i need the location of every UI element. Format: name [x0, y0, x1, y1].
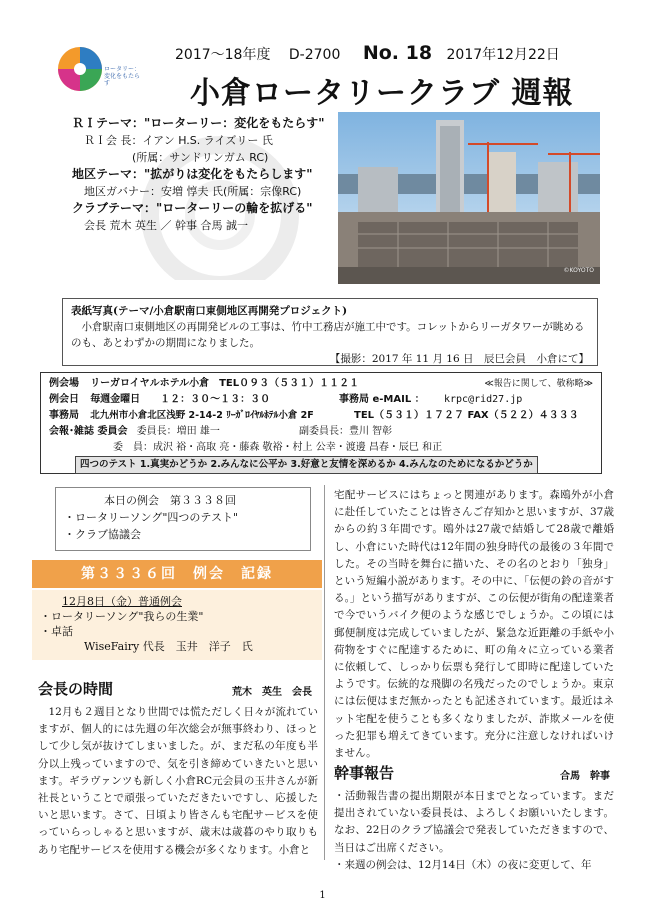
club-info	[40, 372, 602, 474]
cover-credit: 【撮影：2017 年 11 月 16 日 辰巳会員 小倉にて】	[329, 353, 589, 365]
meeting-song: ・ロータリーソング"我らの生業"	[40, 610, 204, 623]
president-time-author: 荒木 英生 会長	[232, 687, 312, 698]
todays-meeting	[55, 487, 311, 551]
secretary-report-header	[334, 762, 614, 783]
photo-credit: ©KOYOTO	[563, 267, 594, 274]
president-time-text: 12月も２週目となり世間では慌ただしく日々が流れていますが、個人的には先週の年次総会が無事終わり、ほっとして少し気が抜けてしまいました。が、まだ私の年度も半分以上残っていますので、気を引き締めていきたいと思います。ギラヴァンツも新しく小倉RC元会員の玉井さんが新社長ということで頑張っていただきたいですし、応援したいと思います。さて、日頃より皆さんも宅配サービスを使っていらっしゃると思いますが、歳末は歳暮のやり取りもあり宅配サービスを使用する機会が多くなります。小倉と	[38, 706, 318, 856]
meeting-record-banner: 第３３３６回 例会 記録	[32, 560, 322, 588]
office-label: 事務局	[49, 410, 79, 421]
committee-chair: 委員長：増田 雄一	[136, 426, 220, 437]
secretary-report-body	[334, 788, 614, 874]
issue-number: No. 18	[362, 42, 433, 64]
venue: リーガロイヤルホテル小倉 TEL０９３（５３１）１１２１	[90, 378, 360, 389]
meeting-record	[32, 590, 322, 660]
president-time-heading: 会長の時間	[38, 680, 114, 698]
cover-heading: 表紙写真(テーマ/小倉駅南口東側地区再開発プロジェクト)	[71, 305, 348, 317]
page-title: 小倉ロータリークラブ 週報	[190, 76, 574, 111]
right-column-text: 宅配サービスにはちょっと関連があります。森鴎外が小倉に赴任していたことは皆さんご存知かと思いますが、37歳からの約３年間です。鴎外は27歳で結婚して28歳で離婚し、小倉にいた時代は12年間の独身時代の最後の３年間でした。その当時を舞台に描いた、その名のとおり「独身」という短編小説があります。その中に、「伝便の鈴の音がする。」という描写がありますが、この伝便が街角の配達業者で今でいうバイク便のような感じでしょうか。この頃には郵便制度は完成していましたが、緊急な近距離の手紙や小荷物をすぐに配達するために、町の角々に立っている業者に依頼して、しっかり伝票も発行して即時に配達していたようです。伝統的な飛脚の名残だったのでしょうか。東京には伝便はまだ無かったとも記述されています。最近はネット宅配を使うことも多くなりましたが、詐欺メールを使った犯罪も増えてきています。充分に注意しなければいけません。	[334, 489, 614, 760]
todays-meeting-title: 本日の例会 第３３３８回	[104, 494, 236, 507]
issue-date: 2017年12月22日	[446, 47, 560, 63]
district-code: D-2700	[288, 47, 341, 63]
meeting-date: 12月8日（金）普通例会	[62, 595, 182, 608]
email-link[interactable]: krpc@rid27.jp	[444, 394, 523, 405]
fiscal-year: 2017～18年度	[175, 47, 271, 63]
meeting-day-label: 例会日	[49, 394, 79, 405]
todays-item: ・ロータリーソング"四つのテスト"	[64, 511, 239, 524]
report-note: ≪報告に関して、敬称略≫	[484, 379, 593, 389]
district-theme: 地区テーマ："拡がりは変化をもたらします"	[72, 167, 313, 181]
ri-president: ＲＩ会 長：イアン H.S. ライズリー 氏	[84, 134, 273, 147]
ri-president-club: (所属：サンドリンガム RC)	[132, 151, 269, 164]
club-theme: クラブテーマ："ローターリーの輪を拡げる"	[72, 201, 313, 215]
issue-header	[175, 42, 560, 64]
theme-block	[72, 115, 334, 234]
district-governor: 地区ガバナー：安増 惇夫 氏(所属：宗像RC)	[84, 185, 302, 198]
secretary-report-item: ・活動報告書の提出期限が本日までとなっています。まだ提出されていない委員長は、よろしくお願いいたします。なお、22日のクラブ協議会で発表していただきますので、当日はご出席ください。	[334, 790, 614, 854]
cover-text: 小倉駅南口東側地区の再開発ビルの工事は、竹中工務店が施工中です。コレットからリーガタワーが眺めるのも、あとわずかの期間になりました。	[71, 321, 585, 349]
committee-members: 委 員：成沢 裕・高取 亮・藤森 敬裕・村上 公幸・渡邊 昌春・辰巳 和正	[113, 442, 443, 453]
committee-label: 会報･雑誌 委員会	[49, 426, 128, 437]
club-officers: 会長 荒木 英生 ／ 幹事 合馬 誠一	[84, 219, 248, 232]
four-way-test: 四つのテスト 1.真実かどうか 2.みんなに公平か 3.好意と友情を深めるか 4.みんなのためになるかどうか	[75, 456, 538, 474]
committee-vice-chair: 副委員長：豊川 智彰	[299, 426, 393, 437]
cover-photo	[338, 112, 600, 284]
ri-theme: ＲＩテーマ："ローターリー：変化をもたらす"	[72, 116, 325, 130]
president-time-header	[38, 678, 320, 699]
venue-label: 例会場	[49, 378, 79, 389]
secretary-report-item: ・来週の例会は、12月14日（木）の夜に変更して、年	[334, 858, 592, 871]
column-divider	[324, 485, 325, 860]
todays-item: ・クラブ協議会	[64, 528, 141, 541]
office-address: 北九州市小倉北区浅野 2-14-2 ﾘｰｶﾞﾛｲﾔﾙﾎﾃﾙ小倉 2F	[90, 410, 314, 421]
office-tel: TEL（５３１）１７２７ FAX（５２２）４３３３	[354, 410, 579, 421]
secretary-report-heading: 幹事報告	[334, 764, 395, 782]
page-number: 1	[319, 890, 326, 901]
meeting-day: 毎週金曜日 １２：３０～１３：３０	[90, 394, 271, 405]
cover-caption	[62, 298, 598, 366]
rotary-logo	[58, 40, 140, 98]
email-label: 事務局 e-MAIL ：	[339, 394, 425, 405]
meeting-speaker: WiseFairy 代長 玉井 洋子 氏	[84, 640, 253, 653]
logo-text: ロータリー：変化をもたらす	[104, 66, 141, 87]
secretary-report-author: 合馬 幹事	[560, 771, 610, 782]
meeting-talk: ・卓話	[40, 625, 73, 638]
